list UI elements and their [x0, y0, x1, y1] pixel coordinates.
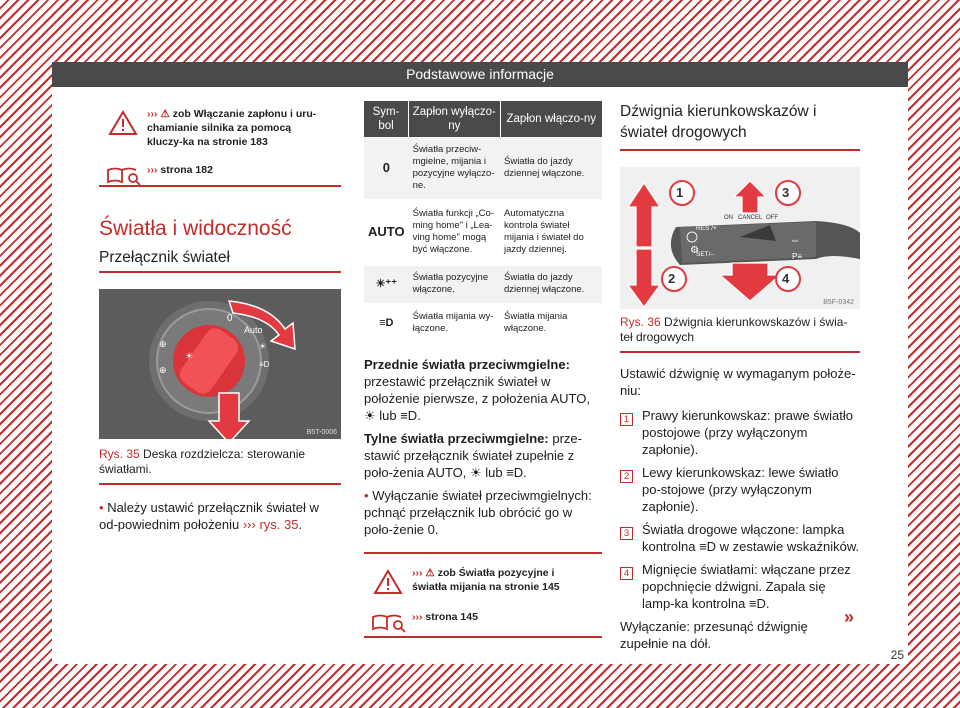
- lever-intro: Ustawić dźwignię w wymaganym położe-niu:: [620, 366, 856, 398]
- figure-turn-signal-lever: [620, 167, 860, 309]
- list-item: 2 Lewy kierunkowskaz: lewe światło po-stojowe (przy wyłączonym zapłonie).: [620, 464, 860, 515]
- front-fog-paragraph: Przednie światła przeciwmgielne: przestawić przełącznik świateł w położenie pierwsze, z położenia AUTO, ☀ lub ≡D.: [364, 356, 590, 423]
- lever-off-paragraph: Wyłączanie: przesunąć dźwignię zupełnie na dół.: [620, 619, 808, 651]
- table-header-row: [364, 101, 602, 137]
- lever-label-res: RES /+: [696, 225, 717, 232]
- callout-3: 3: [782, 185, 790, 200]
- table-cell: Światła do jazdy dziennej włączone.: [500, 265, 602, 303]
- table-row: [364, 137, 602, 199]
- lever-positions-list: [620, 407, 860, 612]
- svg-text:☀: ☀: [259, 342, 267, 351]
- table-header-on: Zapłon włączo-ny: [500, 101, 602, 137]
- callout-4: 4: [782, 271, 790, 286]
- warning-reference[interactable]: zob Włączanie zapłonu i uru-chamianie silnika za pomocą kluczy-ka na stronie 183: [147, 108, 317, 148]
- callout-2: 2: [668, 271, 676, 286]
- warning-box: ››› ⚠ zob Światła pozycyjne i światła mijania na stronie 145 ››› strona 145: [364, 554, 602, 638]
- table-header-off: Zapłon wyłączo-ny: [409, 101, 500, 137]
- list-item: 1 Prawy kierunkowskaz: prawe światło postojowe (przy wyłączonym zapłonie).: [620, 407, 860, 458]
- item-number: 1: [620, 413, 633, 426]
- svg-text:≡D: ≡D: [259, 360, 270, 369]
- table-symbol: ≡D: [364, 303, 409, 343]
- table-symbol: AUTO: [364, 199, 409, 265]
- svg-text:P≡: P≡: [792, 252, 803, 261]
- table-cell: Automatyczna kontrola świateł mijania i świateł do jazdy dziennej.: [500, 199, 602, 265]
- page-number: 25: [890, 648, 904, 662]
- lever-label-set: SET/–: [696, 251, 715, 258]
- middle-column: [364, 87, 602, 638]
- small-warning-icon: ⚠: [160, 108, 170, 120]
- table-row: [364, 303, 602, 343]
- table-cell: Światła do jazdy dziennej włączone.: [500, 137, 602, 199]
- list-item: 3 Światła drogowe włączone: lampka kontrolna ≡D w zestawie wskaźników.: [620, 521, 860, 555]
- figure-caption: Rys. 36 Dźwignia kierunkowskazów i świa-teł drogowych: [620, 315, 848, 344]
- left-column: [99, 87, 341, 533]
- warning-triangle-icon: [99, 105, 147, 141]
- table-cell: Światła funkcji „Co-ming home" i „Lea-ving home" mogą być włączone.: [409, 199, 500, 265]
- item-number: 2: [620, 470, 633, 483]
- figure-link[interactable]: rys. 35: [259, 517, 299, 532]
- list-item: 4 Mignięcie światłami: włączane przez popchnięcie dźwigni. Zapala się lamp-ka kontrolna ≡D.: [620, 561, 860, 612]
- lever-label-cancel: CANCEL: [738, 215, 763, 221]
- table-symbol: 0: [364, 137, 409, 199]
- table-cell: Światła przeciw-mgielne, mijania i pozycyjne wyłączo-ne.: [409, 137, 500, 199]
- right-column: [620, 87, 860, 652]
- table-cell: Światła mijania wy-łączone.: [409, 303, 500, 343]
- svg-text:⊕: ⊕: [159, 339, 167, 349]
- svg-text:⊕: ⊕: [159, 365, 167, 375]
- section-title: Światła i widoczność: [99, 217, 292, 240]
- warning-triangle-icon: [364, 564, 412, 600]
- lever-section-title: Dźwignia kierunkowskazów i świateł drogowych: [620, 103, 817, 141]
- caption-divider: [99, 483, 341, 485]
- subsection-title: Przełącznik świateł: [99, 249, 230, 266]
- switch-position-auto: Auto: [244, 325, 263, 335]
- book-note-icon: [99, 157, 147, 193]
- table-header-symbol: Sym-bol: [364, 101, 409, 137]
- table-cell: Światła mijania włączone.: [500, 303, 602, 343]
- table-row: [364, 265, 602, 303]
- item-number: 4: [620, 567, 633, 580]
- figure-light-switch: [99, 289, 341, 439]
- manual-page: [52, 62, 908, 664]
- caption-divider: [620, 351, 860, 353]
- svg-text:⚙: ⚙: [690, 245, 699, 256]
- lever-label-off: OFF: [766, 215, 778, 221]
- warning-box: ››› ⚠ zob Włączanie zapłonu i uru-chamianie silnika za pomocą kluczy-ka na stronie 183 ››› strona 182: [99, 105, 341, 187]
- switch-position-zero: 0: [227, 313, 233, 324]
- bullet-paragraph: • Należy ustawić przełącznik świateł w od-powiednim położeniu ››› rys. 35.: [99, 500, 319, 532]
- symbol-table: [364, 101, 602, 344]
- figure-code: B5F-0342: [823, 299, 854, 306]
- note-reference[interactable]: strona 145: [425, 610, 478, 623]
- lever-label-on: ON: [724, 215, 733, 221]
- small-warning-icon: ⚠: [425, 566, 435, 579]
- svg-text:☀: ☀: [185, 351, 194, 361]
- book-note-icon: [364, 604, 412, 640]
- item-number: 3: [620, 527, 633, 540]
- table-symbol: ☀⁺⁺: [364, 265, 409, 303]
- figure-caption: Rys. 35 Deska rozdzielcza: sterowanie światłami.: [99, 447, 306, 476]
- warning-reference[interactable]: zob Światła pozycyjne i światła mijania na stronie 145: [412, 566, 560, 593]
- note-reference[interactable]: strona 182: [160, 164, 213, 176]
- figure-code: B5T-0006: [306, 429, 337, 436]
- rear-fog-paragraph: Tylne światła przeciwmgielne: prze-stawić przełącznik świateł zupełnie z poło-żenia AUTO, ☀ lub ≡D.: [364, 430, 582, 480]
- continue-mark: »: [843, 607, 854, 627]
- title-divider: [620, 149, 860, 151]
- callout-1: 1: [676, 185, 684, 200]
- table-cell: Światła pozycyjne włączone.: [409, 265, 500, 303]
- svg-text:⇔: ⇔: [790, 235, 800, 246]
- fog-off-paragraph: • Wyłączanie świateł przeciwmgielnych: pchnąć przełącznik lub obrócić go w poło-żenie 0.: [364, 487, 592, 537]
- table-row: [364, 199, 602, 265]
- page-header: Podstawowe informacje: [52, 62, 908, 87]
- title-divider: [99, 271, 341, 273]
